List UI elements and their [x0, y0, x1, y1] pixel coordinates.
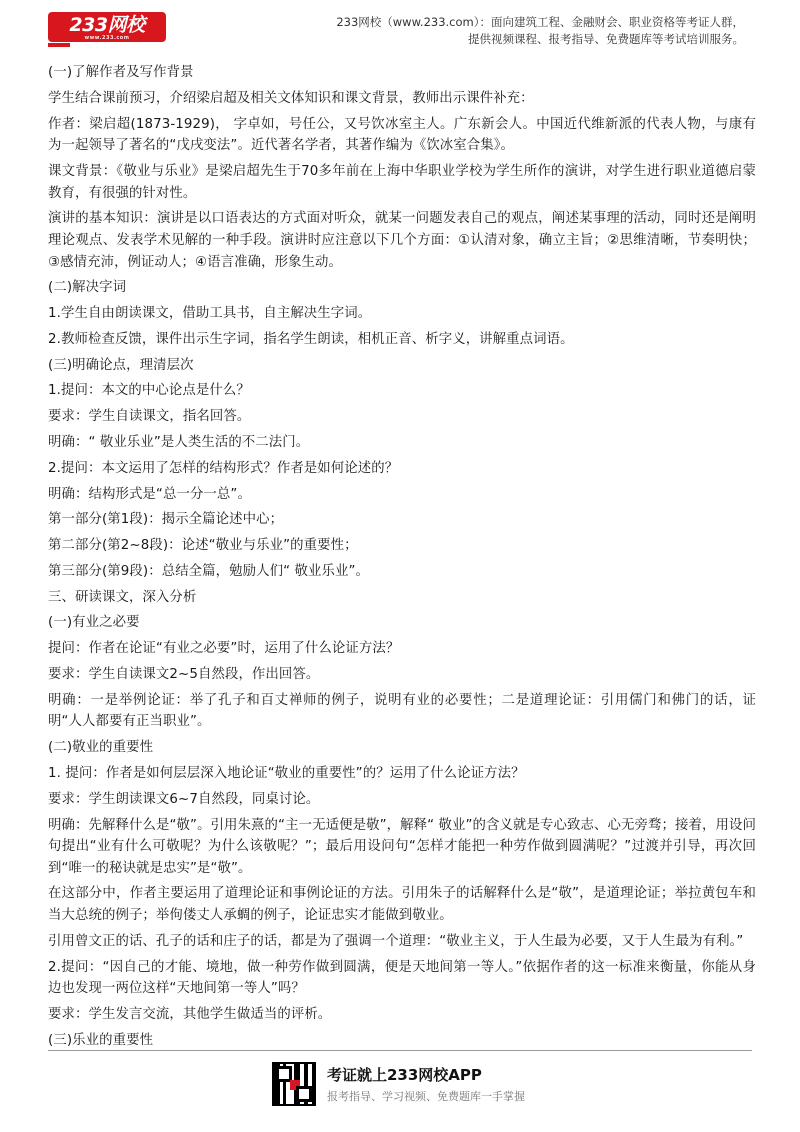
paragraph: 明确：“ 敬业乐业”是人类生活的不二法门。	[48, 434, 310, 450]
page-footer	[0, 1050, 800, 1132]
page-header	[0, 0, 800, 56]
paragraph: 演讲的基本知识：演讲是以口语表达的方式面对听众，就某一问题发表自己的观点，阐述某事理的活动，同时还是阐明理论观点、发表学术见解的一种手段。演讲时应注意以下几个方面：①认清对象，确立主旨；②思维清晰，节奏明快；③感情充沛，例证动人；④语言准确，形象生动。	[48, 211, 756, 270]
brand-logo[interactable]	[48, 12, 166, 42]
logo-accent-bar	[48, 43, 70, 47]
footer-title: 考证就上233网校APP	[327, 1066, 482, 1084]
paragraph: 要求：学生自读课文，指名回答。	[48, 409, 251, 425]
paragraph: 明确：一是举例论证：举了孔子和百丈禅师的例子，说明有业的必要性；二是道理论证：引用儒门和佛门的话，证明“人人都要有正当职业”。	[48, 692, 756, 730]
paragraph: 第一部分(第1段)：揭示全篇论述中心；	[48, 512, 284, 528]
footer-divider	[48, 1050, 752, 1051]
subsection-heading: (三)乐业的重要性	[48, 1032, 154, 1048]
paragraph: 提问：作者在论证“有业之必要”时，运用了什么论证方法？	[48, 641, 400, 657]
section-heading-analysis: 三、研读课文，深入分析	[48, 589, 197, 605]
paragraph: 要求：学生朗读课文6~7自然段，同桌讨论。	[48, 791, 320, 807]
paragraph: 课文背景：《敬业与乐业》是梁启超先生于70多年前在上海中华职业学校为学生所作的演讲，对学生进行职业道德启蒙教育，有很强的针对性。	[48, 163, 756, 201]
paragraph: 第三部分(第9段)：总结全篇，勉励人们“ 敬业乐业”。	[48, 563, 370, 579]
subsection-heading: (二)敬业的重要性	[48, 740, 154, 756]
paragraph: 1. 提问：作者是如何层层深入地论证“敬业的重要性”的？运用了什么论证方法？	[48, 765, 525, 781]
paragraph: 第二部分(第2~8段)：论述“敬业与乐业”的重要性；	[48, 538, 358, 554]
header-line-1: 233网校（www.233.com）：面向建筑工程、金融财会、职业资格等考证人群，	[336, 15, 744, 29]
paragraph: 作者：梁启超(1873-1929)， 字卓如，号任公，又号饮冰室主人。广东新会人。中国近代维新派的代表人物，与康有为一起领导了著名的“戊戌变法”。近代著名学者，其著作编为《饮冰室合集》。	[48, 116, 756, 154]
footer-subtitle: 报考指导、学习视频、免费题库一手掌握	[327, 1090, 525, 1103]
section-heading-vocab: (二)解决字词	[48, 280, 127, 296]
paragraph: 1.提问：本文的中心论点是什么？	[48, 383, 250, 399]
qr-logo	[290, 1080, 300, 1090]
logo-text: 233网校	[69, 14, 145, 36]
paragraph: 2.提问：本文运用了怎样的结构形式？作者是如何论述的？	[48, 460, 399, 476]
paragraph: 学生结合课前预习，介绍梁启超及相关文体知识和课文背景，教师出示课件补充：	[48, 90, 534, 106]
paragraph: 要求：学生自读课文2~5自然段，作出回答。	[48, 667, 320, 682]
subsection-heading: (一)有业之必要	[48, 615, 140, 631]
document-body	[48, 62, 756, 1056]
paragraph: 2.教师检查反馈，课件出示生字词，指名学生朗读，相机正音、析字义，讲解重点词语。	[48, 331, 574, 347]
section-heading-thesis: (三)明确论点，理清层次	[48, 357, 194, 373]
paragraph: 在这部分中，作者主要运用了道理论证和事例论证的方法。引用朱子的话解释什么是“敬”，是道理论证；举拉黄包车和当大总统的例子；举佝偻丈人承蜩的例子，论证忠实才能做到敬业。	[48, 886, 756, 924]
paragraph: 引用曾文正的话、孔子的话和庄子的话，都是为了强调一个道理：“敬业主义，于人生最为必要，又于人生最为有利。”	[48, 933, 744, 949]
paragraph: 明确：结构形式是“总一分一总”。	[48, 486, 251, 502]
paragraph: 2.提问：“因自己的才能、境地，做一种劳作做到圆满，便是天地间第一等人。”依据作者的这一标准来衡量，你能从身边也发现一两位这样“天地间第一等人”吗？	[48, 959, 756, 997]
paragraph: 要求：学生发言交流，其他学生做适当的评析。	[48, 1007, 332, 1022]
header-description	[284, 14, 744, 48]
paragraph: 明确：先解释什么是“敬”。引用朱熹的“主一无适便是敬”，解释“ 敬业”的含义就是专心致志、心无旁骛；接着，用设问句提出“业有什么可敬呢？为什么该敬呢？”；最后用设问句“怎样才能把一种劳作做到圆满呢？”过渡并引导，再次回到“唯一的秘诀就是忠实”是“敬”。	[48, 817, 756, 876]
header-line-2: 提供视频课程、报考指导、免费题库等考试培训服务。	[468, 32, 744, 46]
paragraph: 1.学生自由朗读课文，借助工具书，自主解决生字词。	[48, 306, 372, 322]
logo-subtext: www.233.com	[84, 35, 130, 41]
qr-code-icon[interactable]	[272, 1062, 316, 1106]
section-heading-author: (一)了解作者及写作背景	[48, 65, 194, 80]
